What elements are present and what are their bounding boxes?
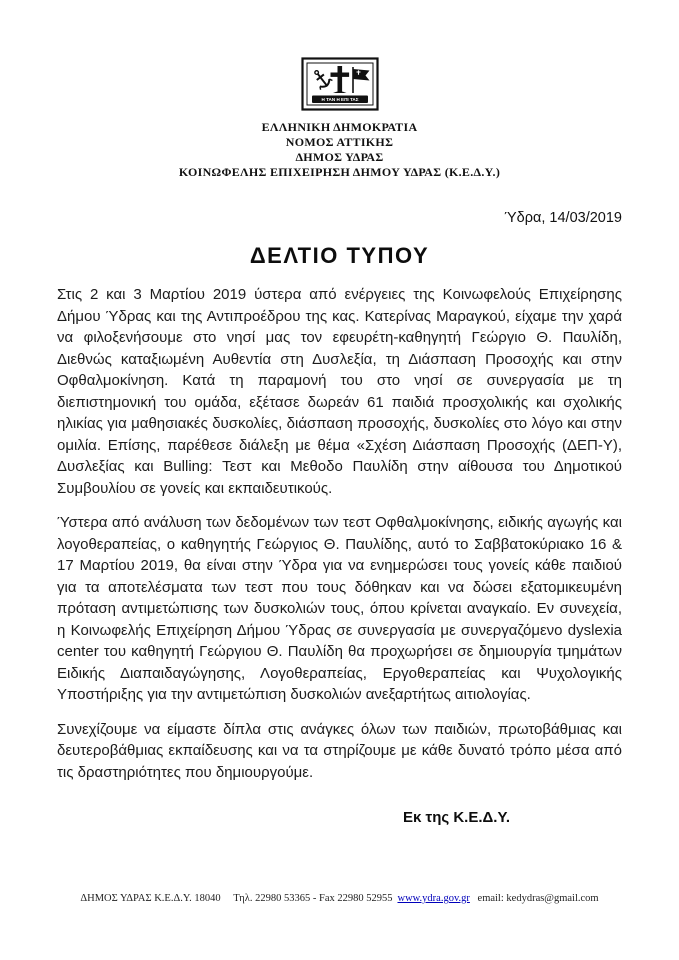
header-line-prefecture: ΝΟΜΟΣ ΑΤΤΙΚΗΣ <box>285 135 394 149</box>
footer-tel-fax: Τηλ. 22980 53365 - Fax 22980 52955 <box>233 893 393 904</box>
header-line-republic: ΕΛΛΗΝΙΚΗ ΔΗΜΟΚΡΑΤΙΑ <box>261 120 418 134</box>
dateline: Ύδρα, 14/03/2019 <box>504 210 622 226</box>
press-release-title: ΔΕΛΤΙΟ ΤΥΠΟΥ <box>249 243 430 268</box>
document-body <box>0 284 679 826</box>
footer-email-label: email: <box>477 893 504 904</box>
footer-email <box>478 893 599 904</box>
signature: Εκ της Κ.Ε.Δ.Υ. <box>402 809 510 826</box>
footer-org: ΔΗΜΟΣ ΥΔΡΑΣ Κ.Ε.Δ.Υ. 18040 <box>80 893 221 904</box>
footer <box>0 893 679 904</box>
hydra-emblem-icon <box>301 57 379 111</box>
body-paragraph-1: Στις 2 και 3 Μαρτίου 2019 ύστερα από ενέργειες της Κοινωφελούς Επιχείρησης Δήμου Ύδρας και της Αντιπροέδρου της κας. Κατερίνας Μαραγκού, είχαμε την χαρά να φιλοξενήσουμε στο νησί μας τον εφευρέτη-καθηγητή Γεώργιο Θ. Παυλίδη, Διεθνώς καταξιωμένη Αυθεντία στη Δυσλεξία, τη Διάσπαση Προσοχής και στην Οφθαλμοκίνηση. Κατά τη παραμονή του στο νησί σε συνεργασία με τη διεπιστημονική του ομάδα, εξέτασε δωρεάν 61 παιδιά προσχολικής και σχολικής ηλικίας για μαθησιακές δυσκολίες, διάσπαση προσοχής, δυσκολίες στο λόγο και στην ομιλία. Επίσης, παρέθεσε διάλεξη με θέμα «Σχέση Διάσπαση Προσοχής (ΔΕΠ-Υ), Δυσλεξίας και Bulling: Τεστ και Μεθοδο Παυλίδη στην αίθουσα του Δημοτικού Συμβουλίου σε γονείς και εκπαιδευτικούς. <box>57 286 622 497</box>
body-paragraph-2: Ύστερα από ανάλυση των δεδομένων των τεστ Οφθαλμοκίνησης, ειδικής αγωγής και λογοθεραπείας, ο καθηγητής Γεώργιος Θ. Παυλίδης, αυτό το Σαββατοκύριακο 16 & 17 Μαρτίου 2019, θα είναι στην Ύδρα για να ενημερώσει τους γονείς κάθε παιδιού για τα αποτελέσματα των τεστ που τους δόθηκαν και να δώσει εξατομικευμένη πρόταση αντιμετώπισης των δυσκολιών τους, όπου κρίνεται αναγκαίο. Εν συνεχεία, η Κοινωφελής Επιχείρηση Δήμου Ύδρας σε συνεργασία με συνεργαζόμενο dyslexia center του καθηγητή Γεώργιου Θ. Παυλίδη θα προχωρήσει σε δημιουργία τμημάτων Ειδικής Διαπαιδαγώγησης, Λογοθεραπείας, Εργοθεραπείας και Ψυχολογικής Υποστήριξης για την αντιμετώπιση δυσκολιών ανεξαρτήτως αιτιολογίας. <box>57 514 622 703</box>
government-header <box>0 120 679 180</box>
emblem-motto: Η ΤΑΝ Η ΕΠΙ ΤΑΣ <box>320 97 359 103</box>
header-line-organization: ΚΟΙΝΩΦΕΛΗΣ ΕΠΙΧΕΙΡΗΣΗ ΔΗΜΟΥ ΥΔΡΑΣ (Κ.Ε.Δ.Υ.) <box>178 165 501 179</box>
footer-email-address: kedydras@gmail.com <box>506 893 599 904</box>
letterhead <box>0 0 679 180</box>
website-link[interactable]: www.ydra.gov.gr <box>397 893 470 904</box>
body-paragraph-3: Συνεχίζουμε να είμαστε δίπλα στις ανάγκες όλων των παιδιών, πρωτοβάθμιας και δευτεροβάθμιας εκπαίδευσης και να τα στηρίζουμε με κάθε δυνατό τρόπο μέσα από τις δραστηριότητες που δημιουργούμε. <box>57 720 622 781</box>
header-line-municipality: ΔΗΜΟΣ ΥΔΡΑΣ <box>295 150 384 164</box>
